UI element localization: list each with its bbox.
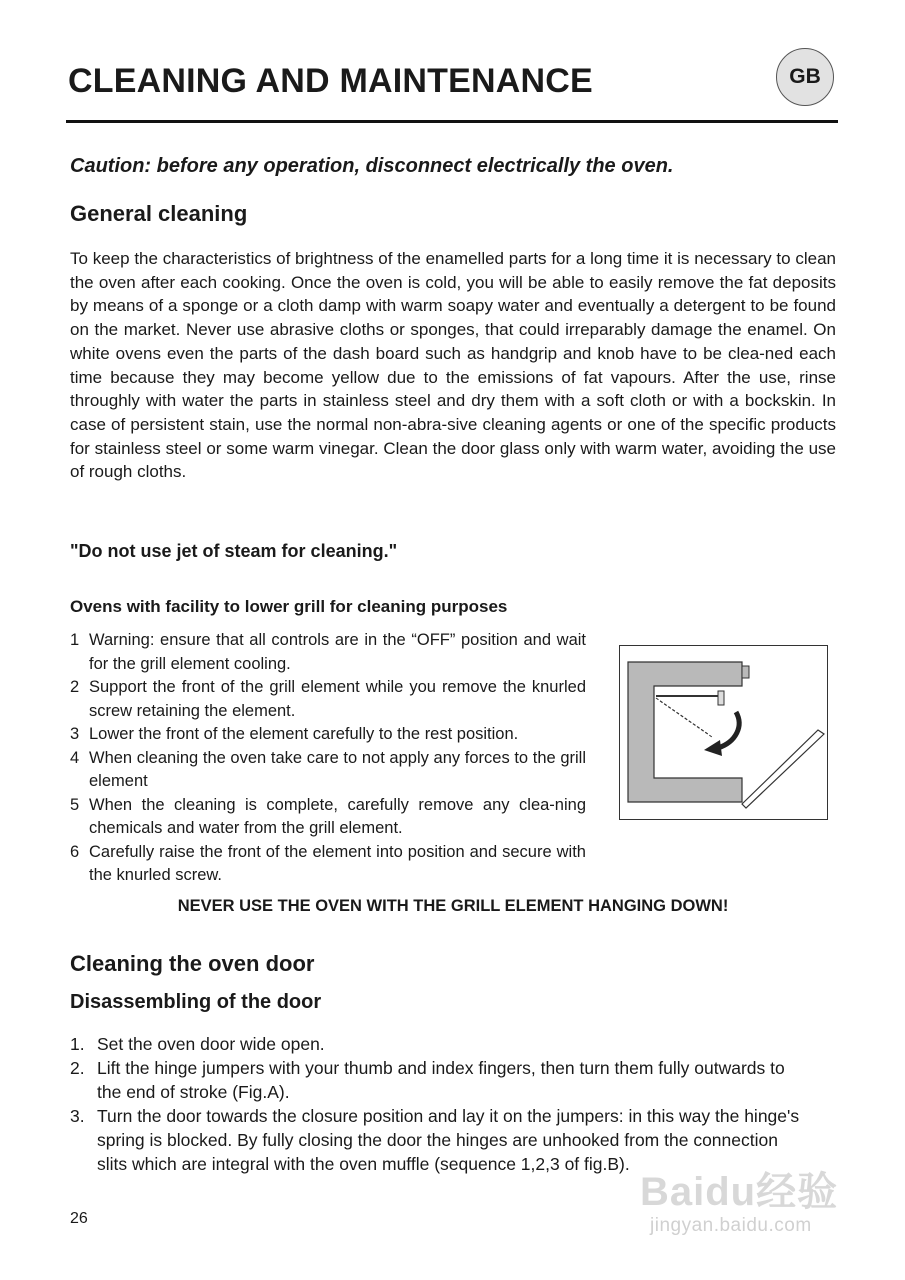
oven-diagram-icon bbox=[620, 646, 827, 819]
disassembling-door-heading: Disassembling of the door bbox=[70, 991, 322, 1013]
lower-grill-steps bbox=[70, 629, 586, 888]
list-item: 2 Support the front of the grill element while you remove the knurled screw retaining the element. bbox=[70, 678, 586, 720]
list-item: 1. Set the oven door wide open. bbox=[70, 1034, 325, 1054]
grill-lowering-figure bbox=[619, 645, 828, 820]
list-item: 2. Lift the hinge jumpers with your thumb and index fingers, then turn them fully outwards to the end of stroke (Fig.A). bbox=[70, 1058, 785, 1102]
watermark-url: jingyan.baidu.com bbox=[650, 1215, 812, 1236]
oven-door-heading: Cleaning the oven door bbox=[70, 951, 315, 976]
list-item: 3 Lower the front of the element carefully to the rest position. bbox=[70, 725, 519, 743]
general-cleaning-body: To keep the characteristics of brightness of the enamelled parts for a long time it is necessary to clean the oven after each cooking. Once the oven is cold, you will be able to easily remove the fat deposits by means of a sponge or a cloth damp with warm soapy water and eventually a detergent to be found on the market. Never use abrasive cloths or sponges, that could irreparably damage the enamel. On white ovens even the parts of the dash board such as handgrip and knob have to be clea-ned each time because they may become yellow due to the emissions of fat vapours. After the use, rinse throughly with water the parts in stainless steel and dry them with a soft cloth or with a bockskin. In case of persistent stain, use the normal non-abra-sive cleaning agents or one of the specific products for stainless steel or some warm vinegar. Clean the door glass only with warm water, avoiding the use of rough cloths. bbox=[70, 249, 836, 482]
list-item: 5 When the cleaning is complete, carefully remove any clea-ning chemicals and water from the grill element. bbox=[70, 795, 586, 837]
door-steps bbox=[70, 1032, 810, 1176]
caution-note: Caution: before any operation, disconnect electrically the oven. bbox=[70, 155, 674, 177]
steam-note: "Do not use jet of steam for cleaning." bbox=[70, 541, 398, 561]
list-item: 6 Carefully raise the front of the element into position and secure with the knurled screw. bbox=[70, 842, 586, 884]
watermark-brand: Baidu经验 bbox=[640, 1170, 839, 1214]
title-divider bbox=[66, 120, 838, 123]
list-item: 4 When cleaning the oven take care to not apply any forces to the grill element bbox=[70, 748, 586, 790]
lower-grill-heading: Ovens with facility to lower grill for cleaning purposes bbox=[70, 597, 508, 616]
general-cleaning-heading: General cleaning bbox=[70, 201, 248, 226]
language-badge: GB bbox=[776, 48, 834, 106]
page-title: CLEANING AND MAINTENANCE bbox=[68, 62, 593, 100]
list-item: 1 Warning: ensure that all controls are in the “OFF” position and wait for the grill element cooling. bbox=[70, 631, 586, 673]
list-item: 3. Turn the door towards the closure position and lay it on the jumpers: in this way the hinge's spring is blocked. By fully closing the door the hinges are unhooked from the connection slits which are integral with the oven muffle (sequence 1,2,3 of fig.B). bbox=[70, 1106, 800, 1174]
grill-warning: NEVER USE THE OVEN WITH THE GRILL ELEMENT HANGING DOWN! bbox=[177, 897, 729, 915]
page-number: 26 bbox=[70, 1210, 88, 1227]
